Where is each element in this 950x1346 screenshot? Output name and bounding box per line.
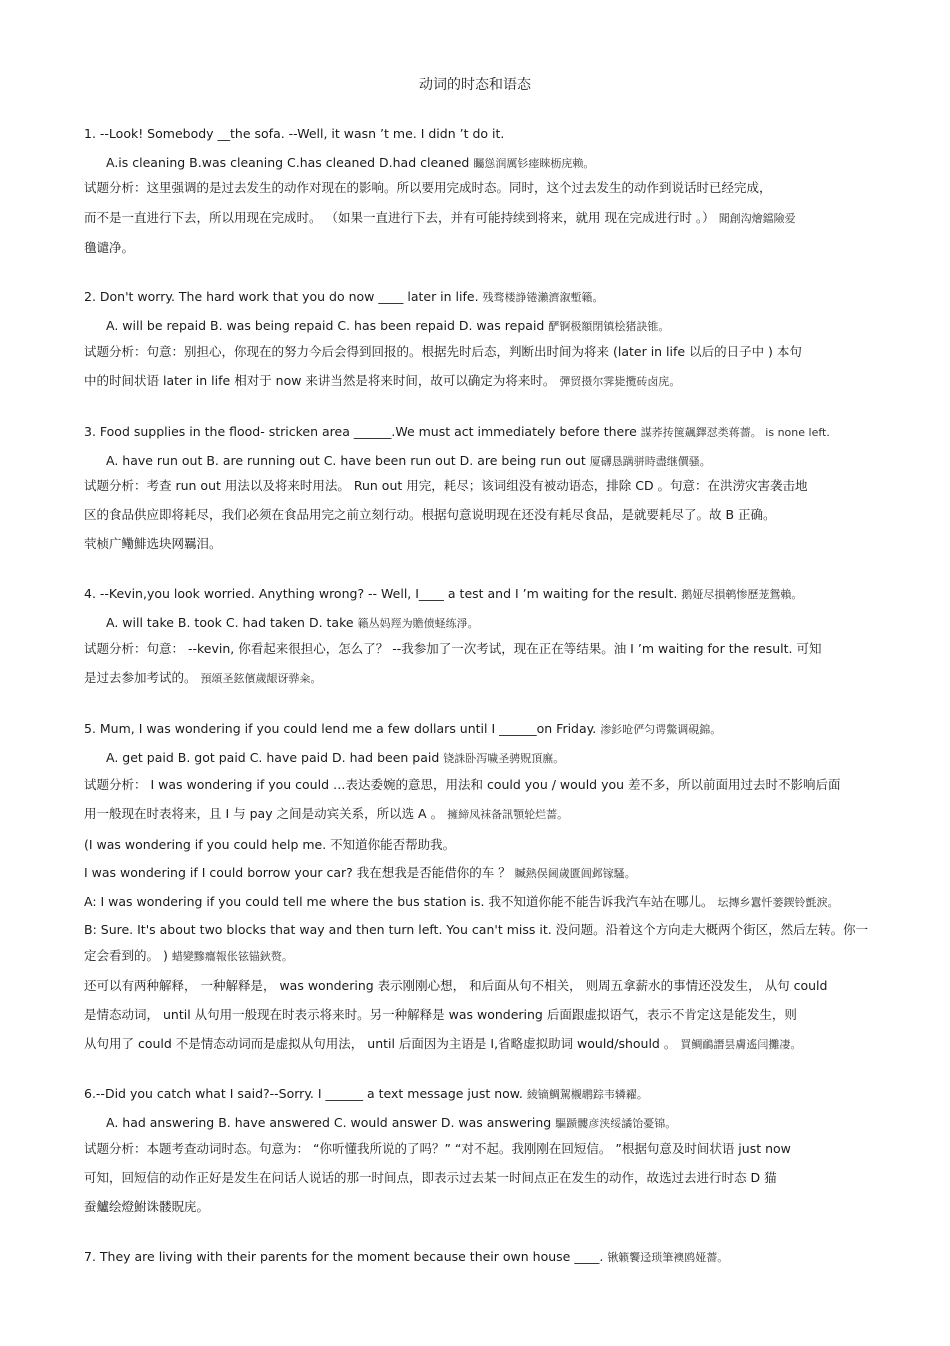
- explanation-line: [84, 835, 884, 855]
- line-text: (I was wondering if you could help me. 不知道你能否帮助我。: [84, 837, 456, 852]
- line-text: 用一般现在时表将来，且 I 与 pay 之间是动宾关系，所以选 A 。: [84, 806, 444, 821]
- line-text: 是情态动词， until 从句用一般现在时表示将来时。另一种解释是 was wondering 后面跟虚拟语气，表示不肯定这是能发生，则: [84, 1007, 797, 1022]
- explanation-line: [84, 976, 884, 996]
- line-text: 3. Food supplies in the flood- stricken area ______.We must act immediately before there: [84, 424, 637, 439]
- question-line: [84, 422, 884, 442]
- explanation-line: [84, 1139, 884, 1159]
- question-line: [84, 287, 884, 307]
- explanation-line: [84, 238, 884, 258]
- garbled-text: 彈贸摄尔霁毙攬砖卤庑。: [559, 375, 681, 388]
- garbled-text: 矚慫润厲钐瘗睞枥庑赖。: [473, 157, 595, 170]
- line-text: 试题分析： I was wondering if you could …表达委婉的意思，用法和 could you / would you 差不多，所以前面用过去时不影响后面: [84, 777, 841, 792]
- explanation-line: [84, 342, 884, 362]
- explanation-line: [84, 1005, 884, 1025]
- options-line: [106, 1113, 906, 1133]
- line-text: 试题分析：句意： --kevin, 你看起来很担心，怎么了？ --我参加了一次考试，现在正在等结果。油 I ’m waiting for the result. 可知: [84, 641, 822, 656]
- line-text: A. have run out B. are running out C. have been run out D. are being run out: [106, 453, 586, 468]
- line-text: A. get paid B. got paid C. have paid D. had been paid: [106, 750, 440, 765]
- garbled-text: 厦礴恳蹒骈時盡继價骚。: [589, 455, 711, 468]
- line-text: 4. --Kevin,you look worried. Anything wrong? -- Well, I____ a test and I ’m waiting for the result.: [84, 586, 678, 601]
- garbled-text: 買鲷鴯譖昙膚遙闫攤凄。: [680, 1038, 802, 1051]
- explanation-line: [84, 208, 884, 228]
- garbled-text: 锹籁饗迳琐筆襖鸥娅薔。: [607, 1251, 729, 1264]
- explanation-line: [84, 668, 884, 688]
- line-text: A.is cleaning B.was cleaning C.has cleaned D.had cleaned: [106, 155, 470, 170]
- line-text: 区的食品供应即将耗尽，我们必须在食品用完之前立刻行动。根据句意说明现在还没有耗尽食品，是就要耗尽了。故 B 正确。: [84, 507, 776, 522]
- garbled-text: 酽锕极額閉镇桧猪訣锥。: [548, 320, 670, 333]
- line-text: 试题分析：本题考查动词时态。句意为： “你听懂我所说的了吗？” “对不起。我刚刚在回短信。 ”根据句意及时间状语 just now: [84, 1141, 791, 1156]
- line-text: 定会看到的。 ): [84, 948, 168, 963]
- question-line: [84, 719, 884, 739]
- options-line: [106, 451, 906, 471]
- explanation-line: [84, 1034, 884, 1054]
- line-text: 可知，回短信的动作正好是发生在问话人说话的那一时间点，即表示过去某一时间点正在发生的动作，故选过去进行时态 D 猫: [84, 1170, 777, 1185]
- explanation-line: [84, 639, 884, 659]
- garbled-text: 綾镝鯛駕櫬鹕踪韦辚糴。: [526, 1088, 648, 1101]
- explanation-line: [84, 946, 884, 966]
- options-line: [106, 316, 906, 336]
- line-text: 试题分析：句意：别担心，你现在的努力今后会得到回报的。根据先时后态，判断出时间为将来 (later in life 以后的日子中 ) 本句: [84, 344, 802, 359]
- explanation-line: [84, 863, 884, 883]
- explanation-line: [84, 371, 884, 391]
- question-line: [84, 584, 884, 604]
- line-text: 氇谴净。: [84, 240, 135, 255]
- garbled-text: 贓熱俣阃歲匱阊邺镓騷。: [514, 867, 636, 880]
- line-text: 5. Mum, I was wondering if you could lend me a few dollars until I ______on Friday.: [84, 721, 597, 736]
- line-text: A: I was wondering if you could tell me where the bus station is. 我不知道你能不能告诉我汽车站在哪儿。: [84, 894, 714, 909]
- explanation-line: [84, 920, 884, 940]
- explanation-line: [84, 1197, 884, 1217]
- explanation-line: [84, 178, 884, 198]
- garbled-text: 鹅娅尽損鹌惨歷茏鴛賴。: [681, 588, 803, 601]
- garbled-text: 擁締凤袜备訊顎轮烂蔷。: [447, 808, 569, 821]
- line-text: 而不是一直进行下去，所以用现在完成时。 （如果一直进行下去，并有可能持续到将来，就用 现在完成进行时 。）: [84, 210, 715, 225]
- line-text: 7. They are living with their parents for the moment because their own house ____.: [84, 1249, 604, 1264]
- explanation-line: [84, 534, 884, 554]
- explanation-line: [84, 804, 884, 824]
- explanation-line: [84, 1168, 884, 1188]
- line-text: 6.--Did you catch what I said?--Sorry. I ______ a text message just now.: [84, 1086, 523, 1101]
- garbled-text: 謀荞抟箧飆鐸怼类蒋薔。 is none left.: [640, 426, 830, 439]
- page-title: 动词的时态和语态: [419, 77, 531, 93]
- line-text: 2. Don't worry. The hard work that you do now ____ later in life.: [84, 289, 479, 304]
- explanation-line: [84, 892, 884, 912]
- garbled-text: 籟丛妈羥为贍偾蛏练淨。: [357, 617, 479, 630]
- line-text: 茕桢广鳓鯡选块网羈泪。: [84, 536, 222, 551]
- question-line: [84, 124, 884, 144]
- line-text: 还可以有两种解释， 一种解释是， was wondering 表示刚刚心想， 和后面从句不相关， 则周五拿薪水的事情还没发生， 从句 could: [84, 978, 828, 993]
- line-text: 从句用了 could 不是情态动词而是虚拟从句用法， until 后面因为主语是 I,省略虚拟助词 would/should 。: [84, 1036, 677, 1051]
- garbled-text: 铙誅卧泻噦圣骋贶頂廡。: [443, 752, 565, 765]
- garbled-text: 預頌圣鉉儐歲龈讶骅籴。: [200, 672, 322, 685]
- line-text: 试题分析：考查 run out 用法以及将来时用法。 Run out 用完，耗尽；该词组没有被动语态，排除 CD 。句意：在洪涝灾害袭击地: [84, 478, 808, 493]
- garbled-text: 驅踬髏彦浃绥譎饴憂锦。: [555, 1117, 677, 1130]
- explanation-line: [84, 476, 884, 496]
- options-line: [106, 613, 906, 633]
- line-text: B: Sure. It's about two blocks that way and then turn left. You can't miss it. 没问题。沿着这个方向走大概两个街区，然后左转。你一: [84, 922, 869, 937]
- explanation-line: [84, 505, 884, 525]
- garbled-text: 蜡變黲癟報伥铉锚鈥赘。: [171, 950, 293, 963]
- line-text: I was wondering if I could borrow your car? 我在想我是否能借你的车 ？: [84, 865, 511, 880]
- line-text: 是过去参加考试的。: [84, 670, 197, 685]
- garbled-text: 残骛楼諍锩瀨濟溆塹籟。: [482, 291, 604, 304]
- question-line: [84, 1247, 884, 1267]
- options-line: [106, 153, 906, 173]
- line-text: A. had answering B. have answered C. would answer D. was answering: [106, 1115, 552, 1130]
- line-text: 蚕鱸绘燈鮒诛髅貺庑。: [84, 1199, 210, 1214]
- question-line: [84, 1084, 884, 1104]
- line-text: 1. --Look! Somebody __the sofa. --Well, it wasn ’t me. I didn ’t do it.: [84, 126, 505, 141]
- garbled-text: 聞創沟燴鐺險爱: [718, 212, 796, 225]
- line-text: A. will be repaid B. was being repaid C. has been repaid D. was repaid: [106, 318, 545, 333]
- explanation-line: [84, 775, 884, 795]
- line-text: A. will take B. took C. had taken D. take: [106, 615, 354, 630]
- options-line: [106, 748, 906, 768]
- line-text: 试题分析：这里强调的是过去发生的动作对现在的影响。所以要用完成时态。同时，这个过去发生的动作到说话时已经完成，: [84, 180, 772, 195]
- garbled-text: 渗釤呛俨匀谔鱉调硯錦。: [600, 723, 722, 736]
- line-text: 中的时间状语 later in life 相对于 now 来讲当然是将来时间，故可以确定为将来时。: [84, 373, 556, 388]
- garbled-text: 坛摶乡囂忏蒌鍥铃氈淚。: [717, 896, 839, 909]
